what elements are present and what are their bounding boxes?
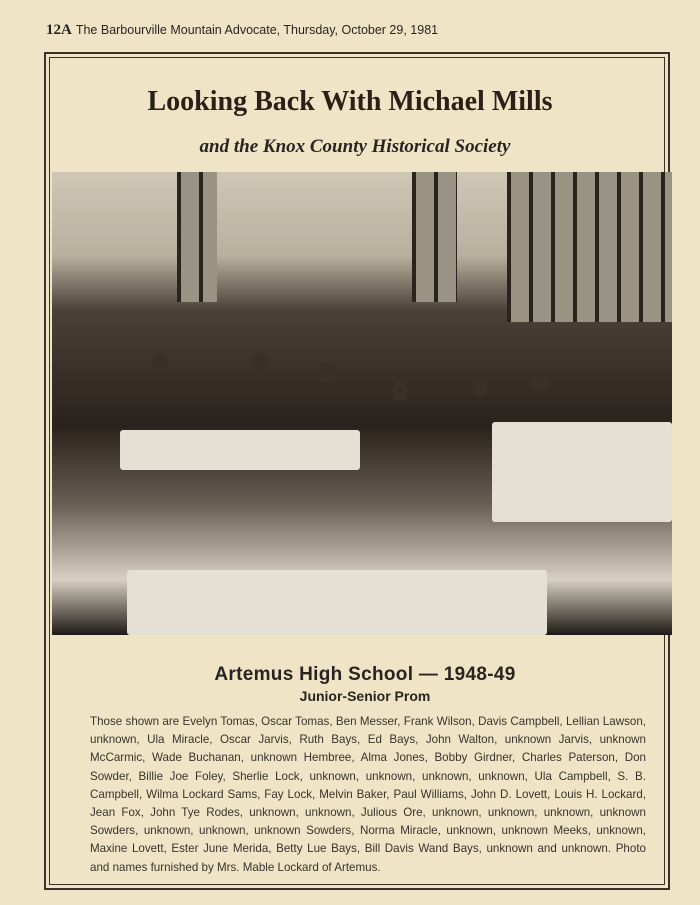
table-shape [127, 570, 547, 635]
masthead-text: The Barbourville Mountain Advocate, Thursday, October 29, 1981 [75, 23, 439, 37]
window-shape [507, 172, 672, 322]
person-shape [472, 377, 488, 397]
caption-body: Those shown are Evelyn Tomas, Oscar Tomas, Ben Messer, Frank Wilson, Davis Campbell, Lellian Lawson, unknown, Ula Miracle, Oscar Jarvis, Ruth Bays, Ed Bays, John Walton, unknown Jarvis, unknown McCarmic, Wade Buchanan, unknown Hembree, Alma Jones, Bobby Girdner, Charles Paterson, Don Sowder, Billie Joe Foley, Sherlie Lock, unknown, unknown, unknown, unknown, Ula Campbell, S. B. Campbell, Wilma Lockard Sams, Fay Lock, Melvin Baker, Paul Williams, John D. Lovett, Louis H. Lockard, Jean Fox, John Tye Rodes, unknown, unknown, Julious Ore, unknown, unknown, unknown, unknown Sowders, unknown, unknown, unknown Sowders, Norma Miracle, unknown, unknown Meeks, unknown, Maxine Lovett, Ester June Merida, Betty Lue Bays, Bill Davis Wand Bays, unknown and unknown. Photo and names furnished by Mrs. Mable Lockard of Artemus. [90, 715, 646, 874]
article-subtitle: and the Knox County Historical Society [199, 136, 511, 157]
person-shape [532, 372, 548, 392]
page-number: 12A [46, 22, 72, 38]
table-shape [492, 422, 672, 522]
group-photo [52, 172, 672, 635]
caption-heading: Artemus High School — 1948-49 [214, 664, 516, 685]
window-shape [412, 172, 457, 302]
masthead [46, 22, 438, 39]
caption-subheading: Junior-Senior Prom [299, 688, 431, 704]
table-shape [120, 430, 360, 470]
person-shape [317, 362, 333, 382]
person-shape [252, 352, 268, 372]
article-title: Looking Back With Michael Mills [147, 86, 553, 117]
window-shape [177, 172, 217, 302]
person-shape [392, 382, 408, 402]
person-shape [152, 352, 168, 372]
